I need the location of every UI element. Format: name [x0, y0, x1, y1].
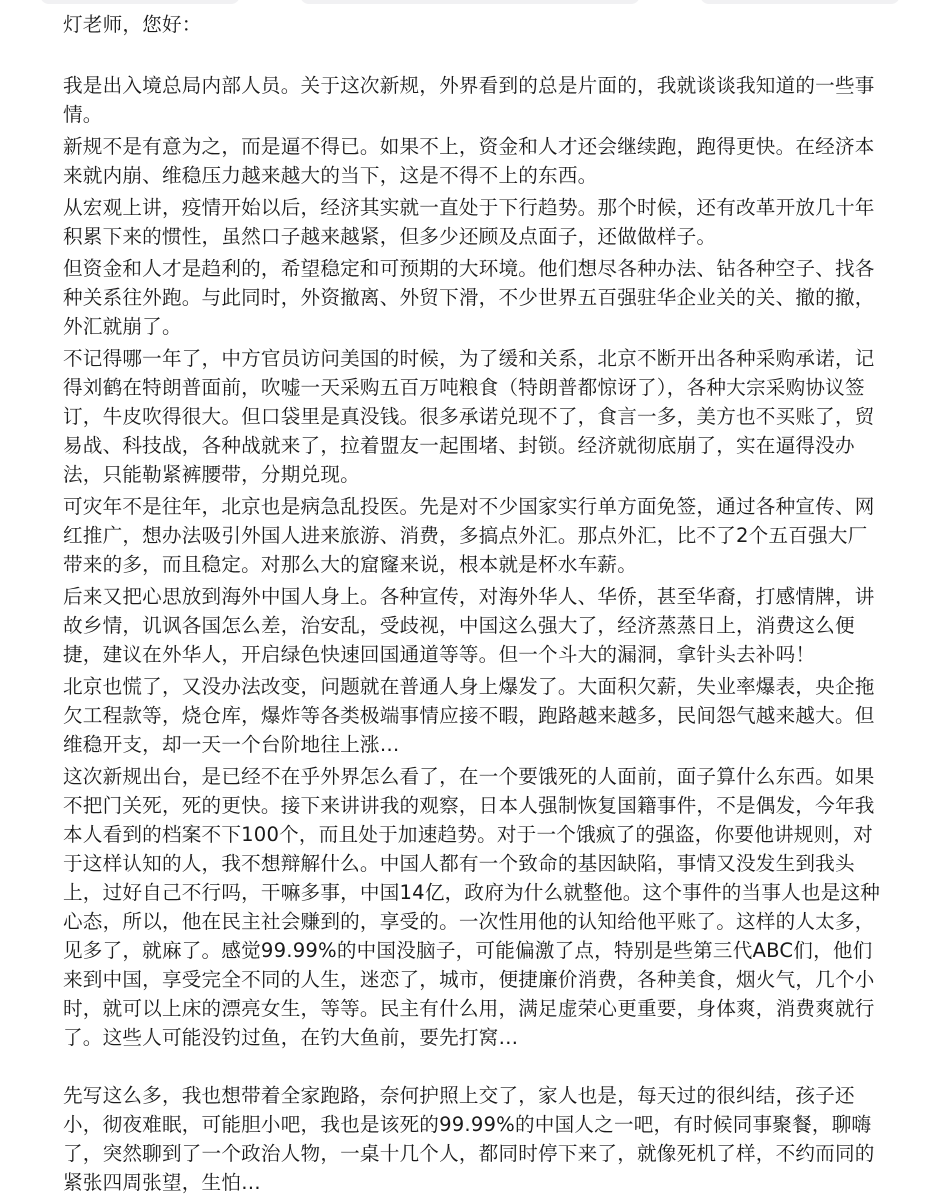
top-ui-strip: [0, 0, 949, 6]
letter-closing: 先写这么多，我也想带着全家跑路，奈何护照上交了，家人也是，每天过的很纠结，孩子还小，彻夜难眠，可能胆小吧，我也是该死的99.99%的中国人之一吧，有时候同事聚餐，聊嗨了，突然聊到了一个政治人物，一桌十几个人，都同时停下来了，就像死机了样，不约而同的紧张四周张望，生怕…: [63, 1084, 875, 1194]
letter-paragraph: 后来又把心思放到海外中国人身上。各种宣传，对海外华人、华侨，甚至华裔，打感情牌，讲故乡情，讥讽各国怎么差，治安乱，受歧视，中国这么强大了，经济蒸蒸日上，消费这么便捷，建议在外华人，开启绿色快速回国通道等等。但一个斗大的漏洞，拿针头去补吗！: [63, 585, 875, 666]
letter-paragraph: 可灾年不是往年，北京也是病急乱投医。先是对不少国家实行单方面免签，通过各种宣传、网红推广，想办法吸引外国人进来旅游、消费，多搞点外汇。那点外汇，比不了2个五百强大厂带来的多，而且稳定。对那么大的窟窿来说，根本就是杯水车薪。: [63, 495, 875, 576]
top-pill-right: [700, 0, 900, 4]
letter-paragraph: 北京也慌了，又没办法改变，问题就在普通人身上爆发了。大面积欠薪，失业率爆表，央企拖欠工程款等，烧仓库，爆炸等各类极端事情应接不暇，跑路越来越多，民间怨气越来越大。但维稳开支，却一天一个台阶地往上涨…: [63, 675, 875, 756]
letter-paragraph: 新规不是有意为之，而是逼不得已。如果不上，资金和人才还会继续跑，跑得更快。在经济本来就内崩、维稳压力越来越大的当下，这是不得不上的东西。: [63, 135, 875, 187]
letter-greeting: 灯老师，您好：: [63, 13, 202, 36]
letter-paragraph: 不记得哪一年了，中方官员访问美国的时候，为了缓和关系，北京不断开出各种采购承诺，记得刘鹤在特朗普面前，吹嘘一天采购五百万吨粮食（特朗普都惊讶了），各种大宗采购协议签订，牛皮吹得很大。但口袋里是真没钱。很多承诺兑现不了，食言一多，美方也不买账了，贸易战、科技战，各种战就来了，拉着盟友一起围堵、封锁。经济就彻底崩了，实在逼得没办法，只能勒紧裤腰带，分期兑现。: [63, 347, 875, 486]
letter-paragraph: 这次新规出台，是已经不在乎外界怎么看了，在一个要饿死的人面前，面子算什么东西。如果不把门关死，死的更快。接下来讲讲我的观察，日本人强制恢复国籍事件，不是偶发，今年我本人看到的档案不下100个，而且处于加速趋势。对于一个饿疯了的强盗，你要他讲规则，对于这样认知的人，我不想辩解什么。中国人都有一个致命的基因缺陷，事情又没发生到我头上，过好自己不行吗，干嘛多事，中国14亿，政府为什么就整他。这个事件的当事人也是这种心态，所以，他在民主社会赚到的，享受的。一次性用他的认知给他平账了。这样的人太多，见多了，就麻了。感觉99.99%的中国没脑子，可能偏激了点，特别是些第三代ABC们，他们来到中国，享受完全不同的人生，迷恋了，城市，便捷廉价消费，各种美食，烟火气，几个小时，就可以上床的漂亮女生，等等。民主有什么用，满足虚荣心更重要，身体爽，消费爽就行了。这些人可能没钓过鱼，在钓大鱼前，要先打窝…: [63, 765, 881, 1049]
top-pill-left: [40, 0, 240, 4]
letter-paragraph: 从宏观上讲，疫情开始以后，经济其实就一直处于下行趋势。那个时候，还有改革开放几十年积累下来的惯性，虽然口子越来越紧，但多少还顾及点面子，还做做样子。: [63, 196, 875, 248]
letter-paragraph: 但资金和人才是趋利的，希望稳定和可预期的大环境。他们想尽各种办法、钻各种空子、找各种关系往外跑。与此同时，外资撤离、外贸下滑，不少世界五百强驻华企业关的关、撤的撤，外汇就崩了。: [63, 257, 875, 338]
letter-body: [63, 10, 883, 1200]
top-pill-middle: [300, 0, 640, 4]
letter-paragraph: 我是出入境总局内部人员。关于这次新规，外界看到的总是片面的，我就谈谈我知道的一些事情。: [63, 74, 875, 126]
